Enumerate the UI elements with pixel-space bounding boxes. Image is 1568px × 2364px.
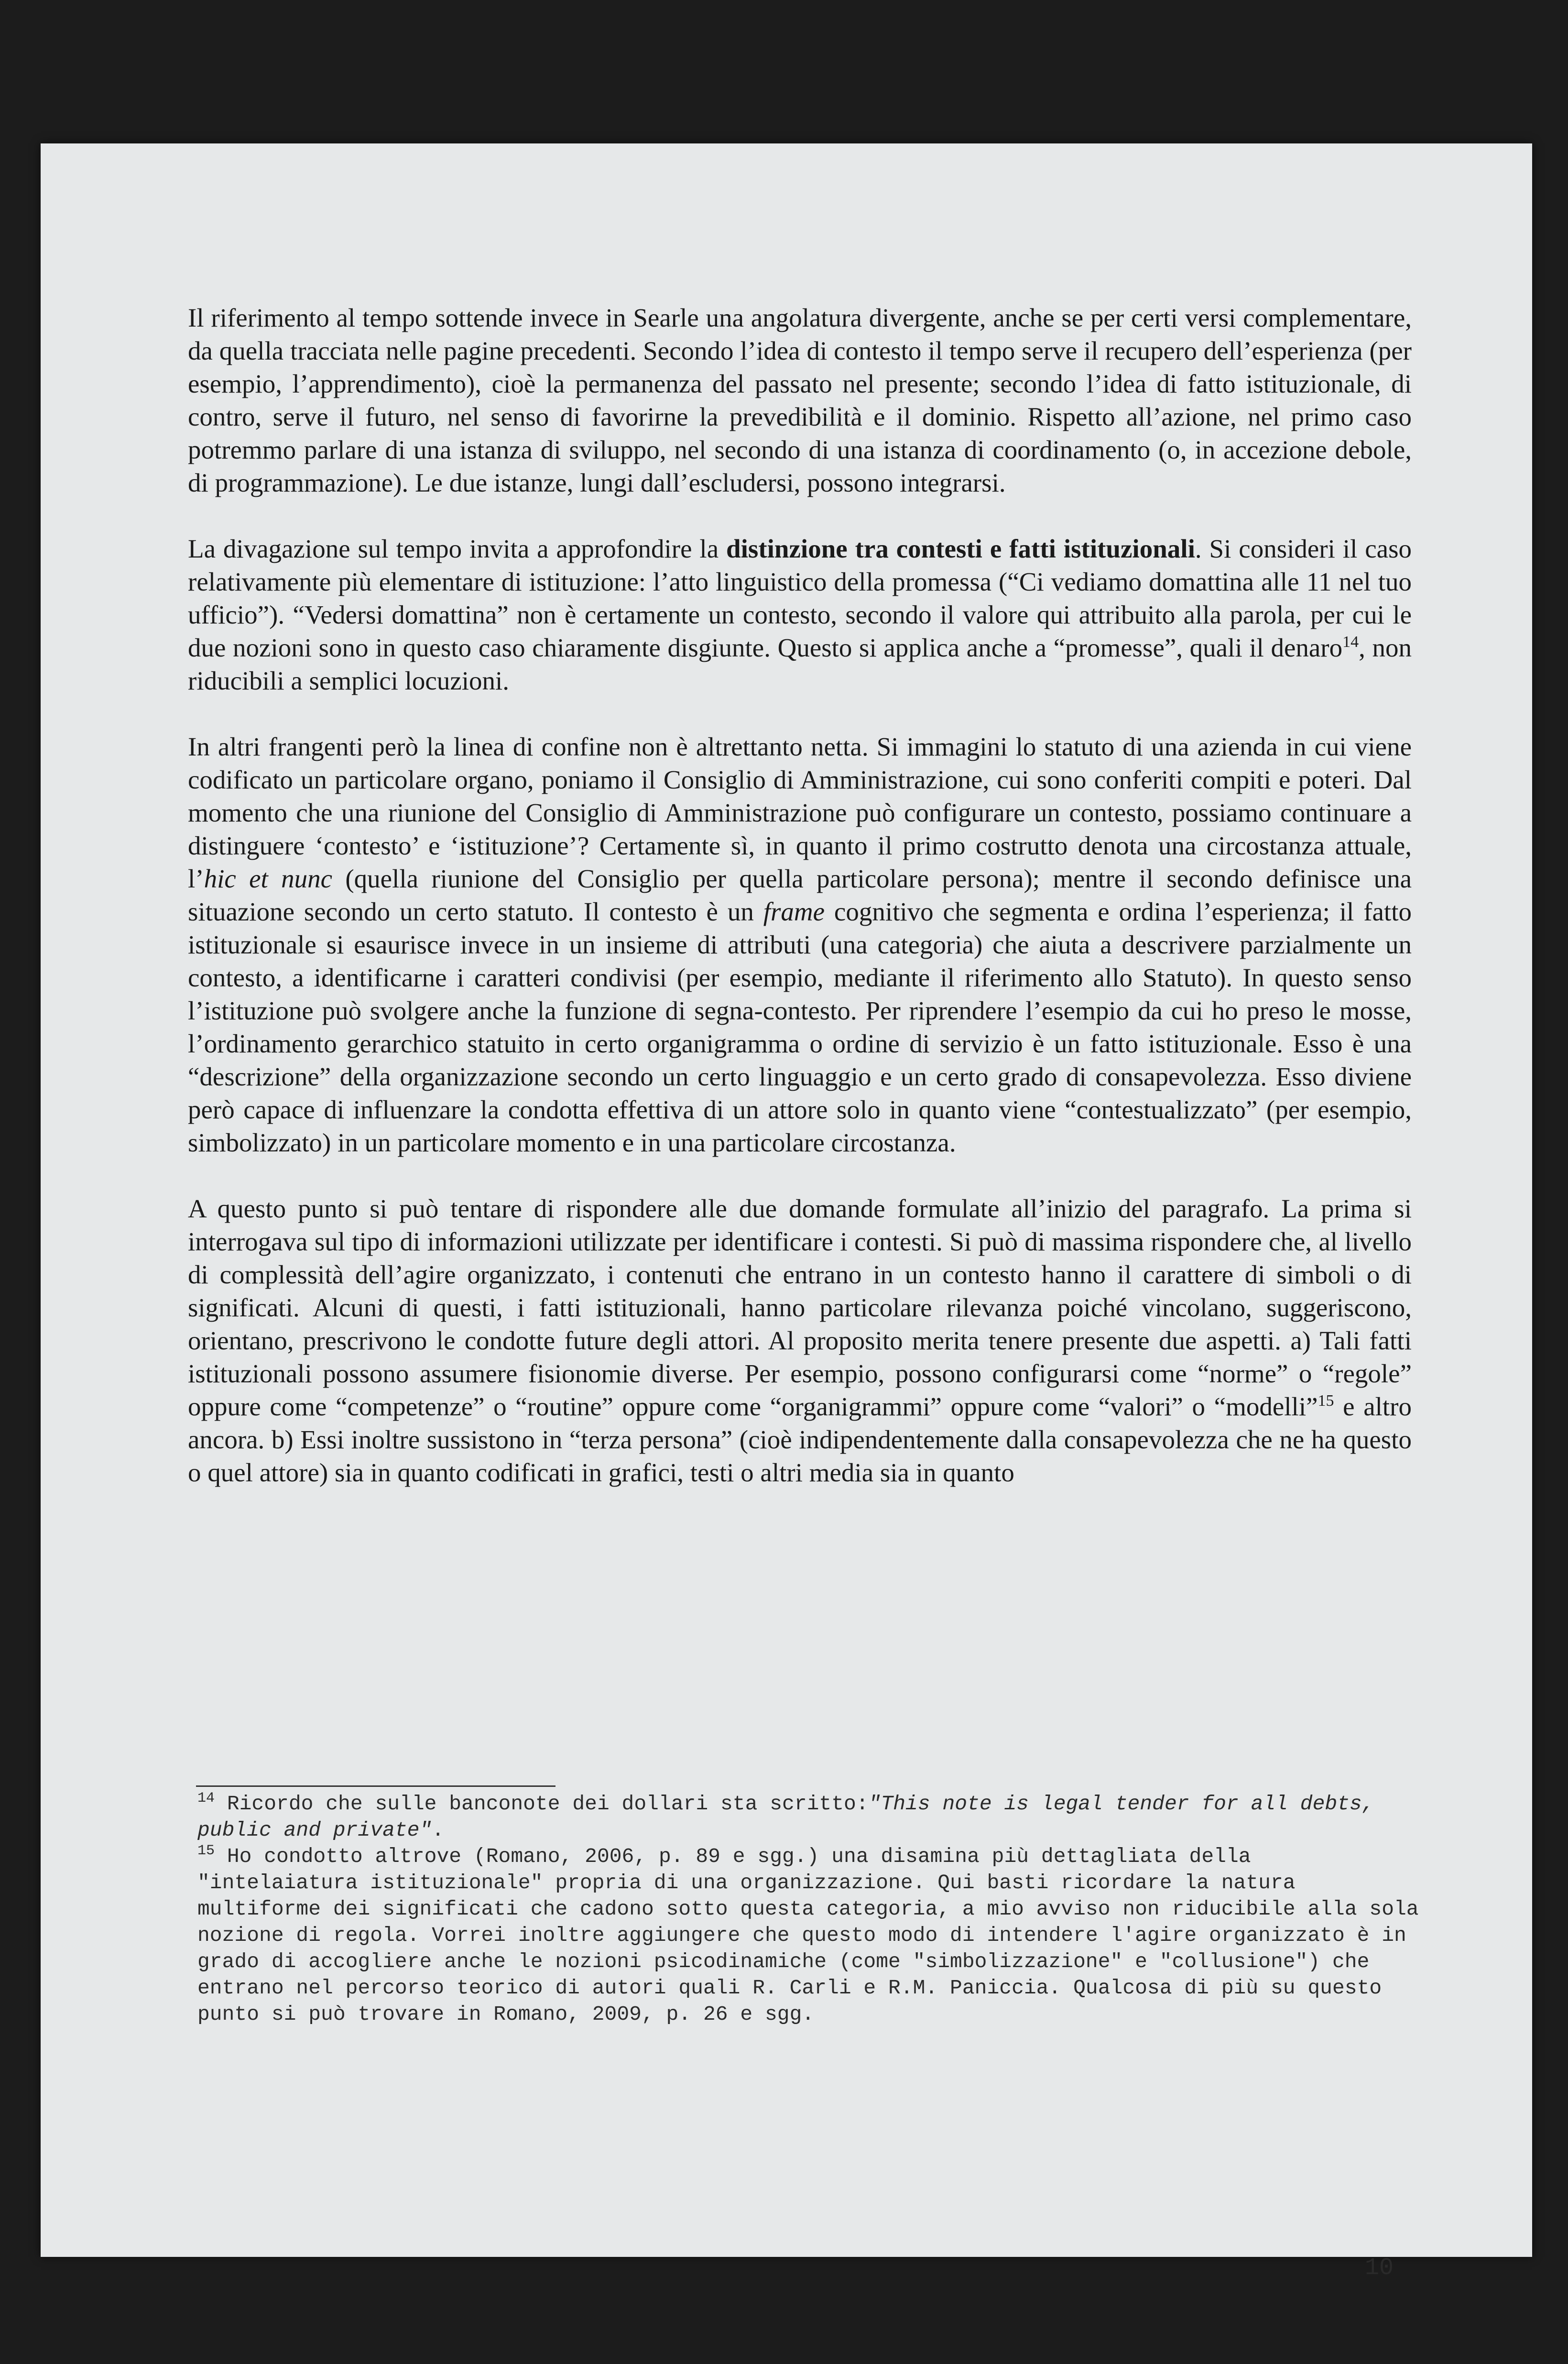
paragraph-3	[188, 730, 1412, 1159]
paragraph-2-bold-term: distinzione tra contesti e fatti istituzionali	[726, 534, 1195, 563]
paragraph-1	[188, 301, 1412, 499]
footnotes	[197, 1791, 1421, 2027]
paragraph-2-text-c: , non riducibili a semplici locuzioni.	[188, 633, 1412, 695]
footnote-separator	[196, 1785, 555, 1787]
footnote-14	[197, 1791, 1421, 1843]
footnote-15-text: Ho condotto altrove (Romano, 2006, p. 89 e sgg.) una disamina più dettagliata della "intelaiatura istituzionale" propria di una organizzazione. Qui basti ricordare la natura multiforme dei significati che cadono sotto questa categoria, a mio avviso non riducibile alla sola nozione di regola. Vorrei inoltre aggiungere che questo modo di intendere l'agire organizzato è in grado di accogliere anche le nozioni psicodinamiche (come "simbolizzazione" e "collusione") che entrano nel percorso teorico di autori quali R. Carli e R.M. Paniccia. Qualcosa di più su questo punto si può trovare in Romano, 2009, p. 26 e sgg.	[197, 1845, 1419, 2026]
paragraph-4	[188, 1192, 1412, 1489]
paragraph-3-text-a: In altri frangenti però la linea di confine non è altrettanto netta. Si immagini lo statuto di una azienda in cui viene codificato un particolare organo, poniamo il Consiglio di Amministrazione, cui sono conferiti compiti e poteri. Dal momento che una riunione del Consiglio di Amministrazione può configurare un contesto, possiamo continuare a distinguere ‘contesto’ e ‘istituzione’? Certamente sì, in quanto il primo costrutto denota una circostanza attuale, l’	[188, 732, 1412, 893]
footnote-ref-14[interactable]: 14	[1342, 633, 1359, 651]
footnote-14-text: Ricordo che sulle banconote dei dollari sta scritto:	[215, 1792, 869, 1816]
footnote-14-number: 14	[197, 1790, 215, 1806]
page-number: 10	[1364, 2255, 1394, 2282]
paragraph-2-text-b: . Si consideri il caso relativamente più elementare di istituzione: l’atto linguistico della promessa (“Ci vediamo domattina alle 11 nel tuo ufficio”). “Vedersi domattina” non è certamente un contesto, secondo il valore qui attribuito alla parola, per cui le due nozioni sono in questo caso chiaramente disgiunte. Questo si applica anche a “promesse”, quali il denaro	[188, 534, 1412, 662]
paragraph-2	[188, 532, 1412, 697]
paragraph-4-text-b: e altro ancora. b) Essi inoltre sussistono in “terza persona” (cioè indipendentemente dalla consapevolezza che ne ha questo o quel attore) sia in quanto codificati in grafici, testi o altri media sia in quanto	[188, 1392, 1412, 1487]
footnote-14-italic-quote: "This note is legal tender for all debts, public and private"	[197, 1792, 1374, 1842]
footnote-15	[197, 1843, 1421, 2027]
footnote-15-number: 15	[197, 1843, 215, 1859]
paragraph-2-text-a: La divagazione sul tempo invita a approfondire la	[188, 534, 727, 563]
paragraph-3-italic-frame: frame	[763, 897, 825, 926]
paragraph-4-text-a: A questo punto si può tentare di rispondere alle due domande formulate all’inizio del paragrafo. La prima si interrogava sul tipo di informazioni utilizzate per identificare i contesti. Si può di massima rispondere che, al livello di complessità dell’agire organizzato, i contenuti che entrano in un contesto hanno il carattere di simboli o di significati. Alcuni di questi, i fatti istituzionali, hanno particolare rilevanza poiché vincolano, suggeriscono, orientano, prescrivono le condotte future degli attori. Al proposito merita tenere presente due aspetti. a) Tali fatti istituzionali possono assumere fisionomie diverse. Per esempio, possono configurarsi come “norme” o “regole” oppure come “competenze” o “routine” oppure come “organigrammi” oppure come “valori” o “modelli”	[188, 1194, 1412, 1421]
footnote-14-tail: .	[432, 1818, 445, 1842]
body-text	[188, 301, 1412, 1489]
paragraph-1-text: Il riferimento al tempo sottende invece in Searle una angolatura divergente, anche se per certi versi complementare, da quella tracciata nelle pagine precedenti. Secondo l’idea di contesto il tempo serve il recupero dell’esperienza (per esempio, l’apprendimento), cioè la permanenza del passato nel presente; secondo l’idea di fatto istituzionale, di contro, serve il futuro, nel senso di favorirne la prevedibilità e il dominio. Rispetto all’azione, nel primo caso potremmo parlare di una istanza di sviluppo, nel secondo di una istanza di coordinamento (o, in accezione debole, di programmazione). Le due istanze, lungi dall’escludersi, possono integrarsi.	[188, 303, 1412, 497]
paragraph-3-text-c: cognitivo che segmenta e ordina l’esperienza; il fatto istituzionale si esaurisce invece in un insieme di attributi (una categoria) che aiuta a descrivere parzialmente un contesto, a identificarne i caratteri condivisi (per esempio, mediante il riferimento allo Statuto). In questo senso l’istituzione può svolgere anche la funzione di segna-contesto. Per riprendere l’esempio da cui ho preso le mosse, l’ordinamento gerarchico statuito in certo organigramma o ordine di servizio è un fatto istituzionale. Esso è una “descrizione” della organizzazione secondo un certo linguaggio e un certo grado di consapevolezza. Esso diviene però capace di influenzare la condotta effettiva di un attore solo in quanto viene “contestualizzato” (per esempio, simbolizzato) in un particolare momento e in una particolare circostanza.	[188, 897, 1412, 1157]
document-page	[41, 143, 1532, 2282]
paragraph-3-italic-hic-et-nunc: hic et nunc	[204, 864, 333, 893]
footnote-ref-15[interactable]: 15	[1318, 1392, 1334, 1410]
paragraph-3-text-b: (quella riunione del Consiglio per quella particolare persona); mentre il secondo definisce una situazione secondo un certo statuto. Il contesto è un	[188, 864, 1412, 926]
